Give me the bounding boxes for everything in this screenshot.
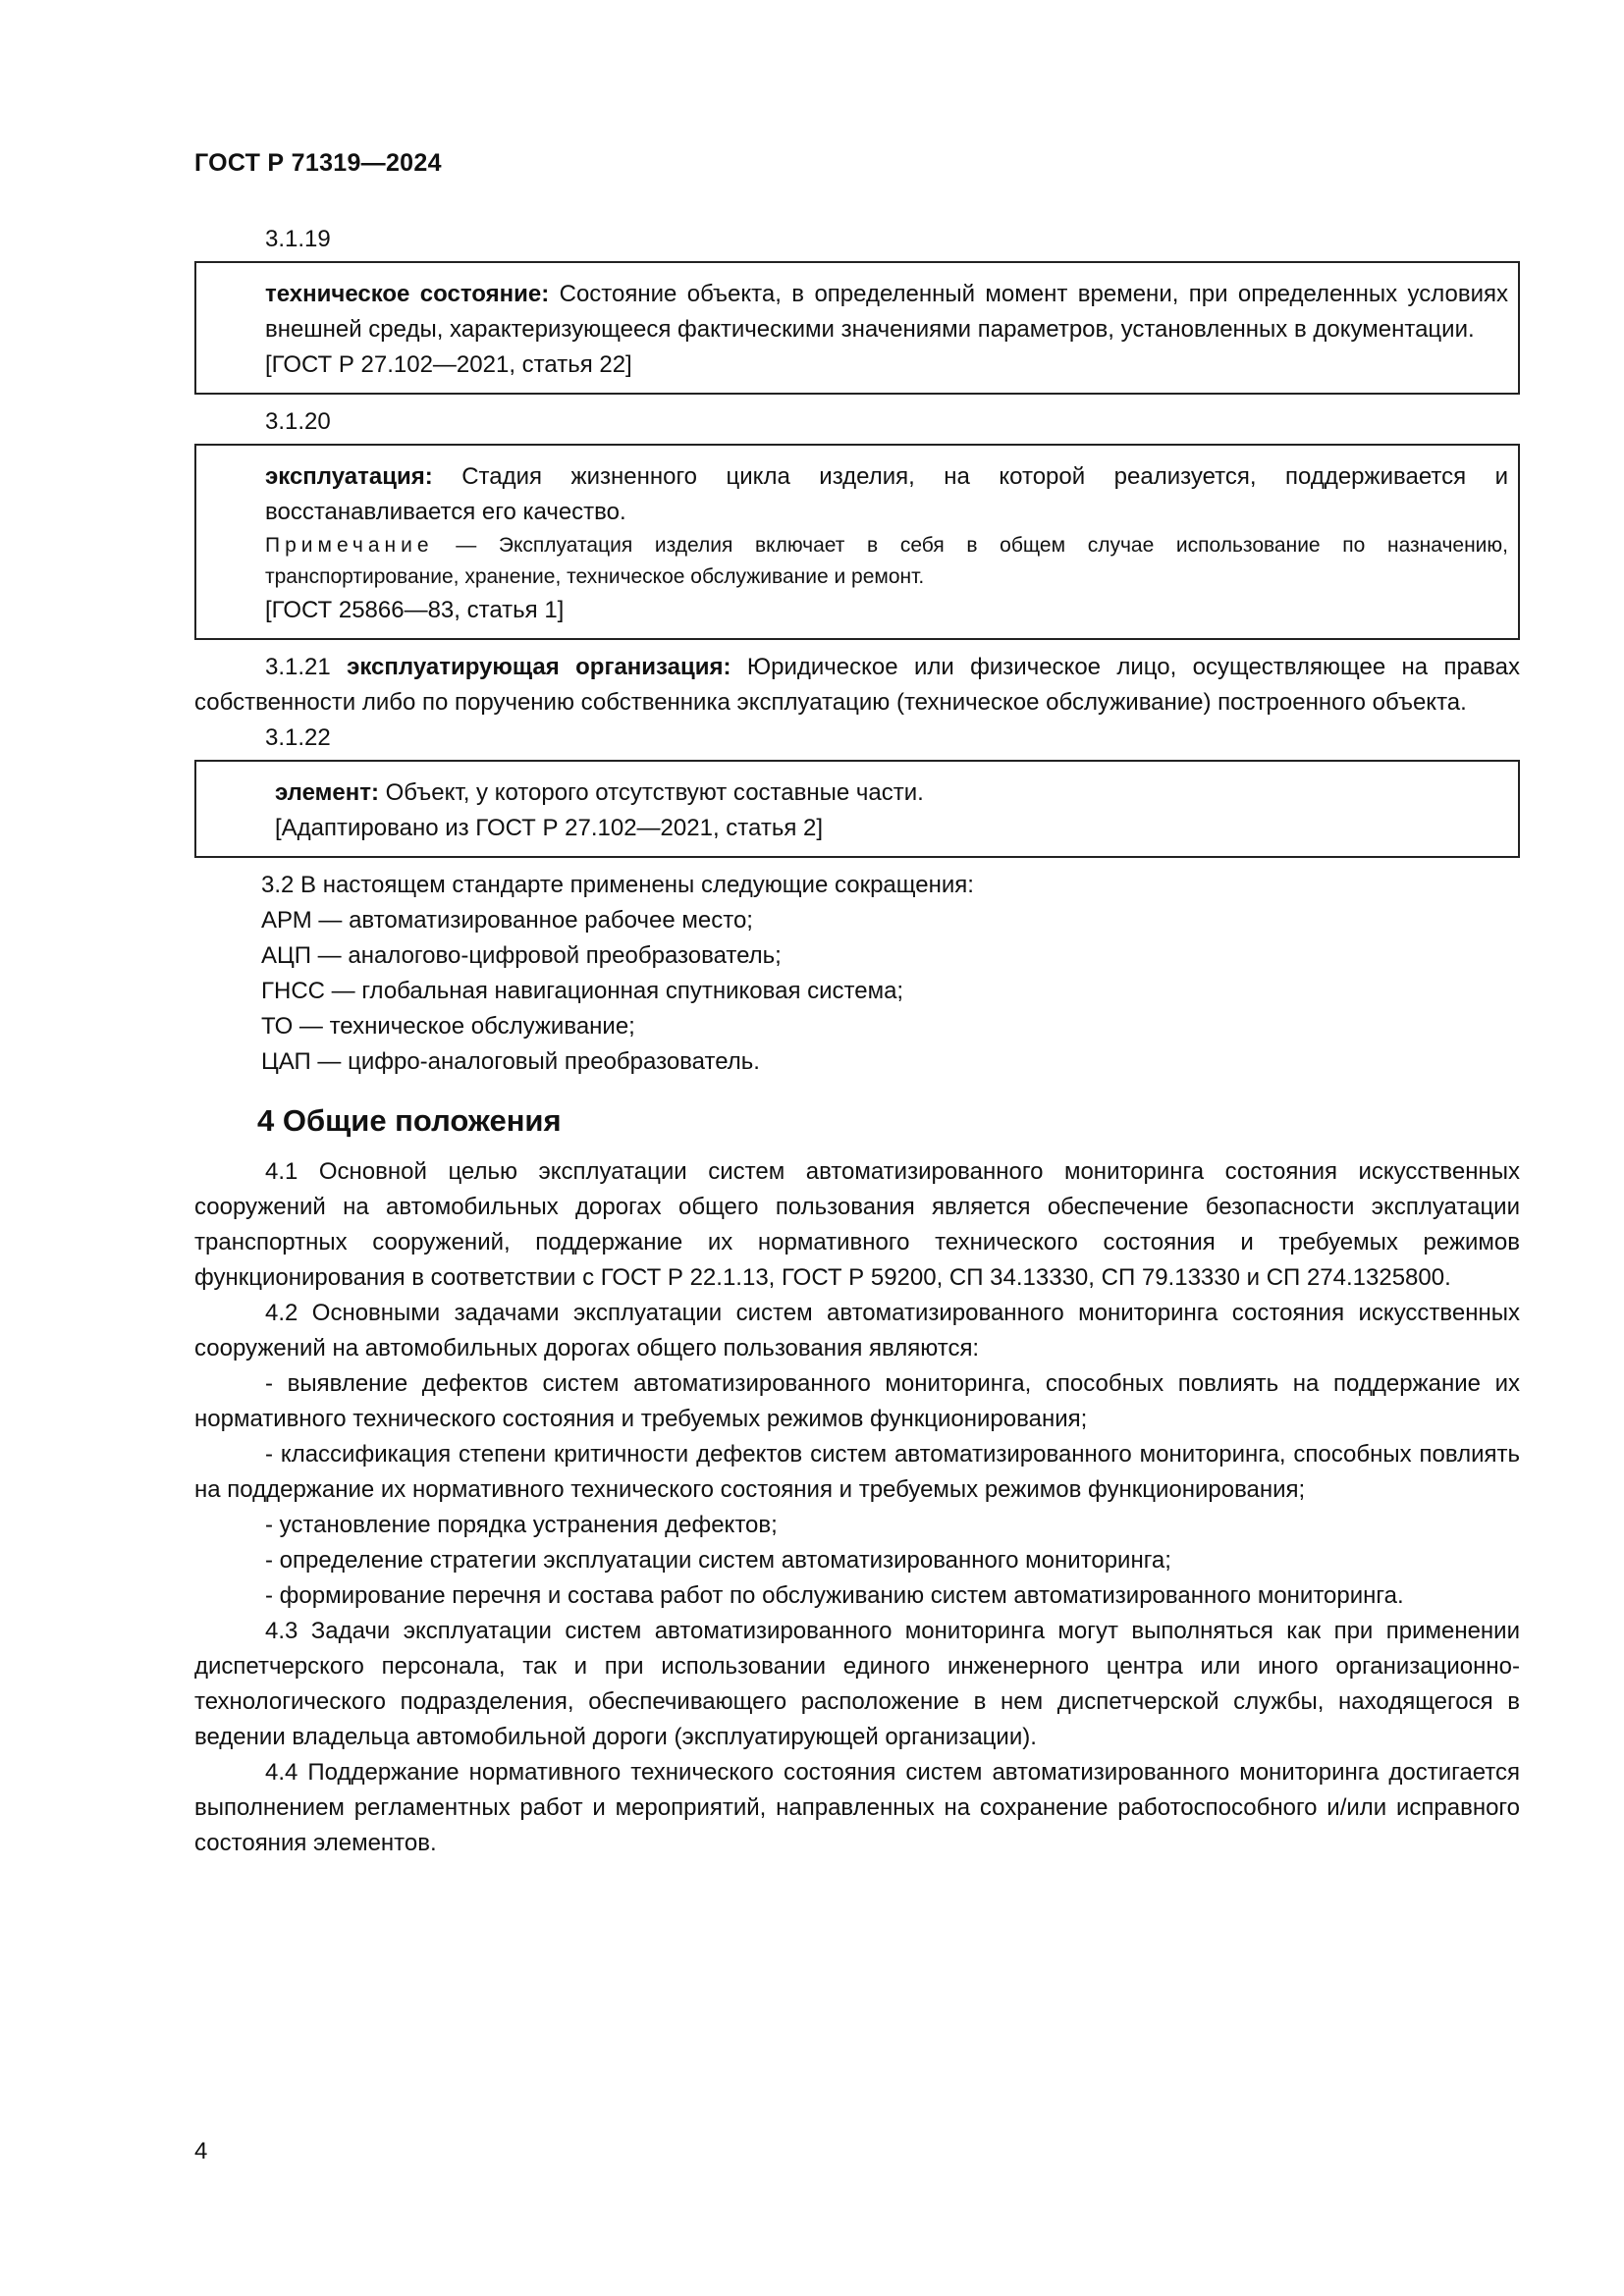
- term-number: 3.1.19: [265, 226, 331, 252]
- term-text: Стадия жизненного цикла изделия, на которой реализуется, поддерживается и восстанавливается его качество.: [265, 463, 1508, 525]
- term-definition: [275, 775, 1508, 811]
- term-source: [ГОСТ Р 27.102—2021, статья 22]: [265, 351, 632, 378]
- term-text: Юридическое или физическое лицо, осуществляющее на правах собственности либо по поручению собственника эксплуатацию (техническое обслуживание) построенного объекта.: [194, 654, 1520, 716]
- abbreviation-item: ТО — техническое обслуживание;: [261, 1013, 635, 1040]
- term-note: [265, 530, 1508, 593]
- term-box: [194, 261, 1520, 395]
- section-heading: 4 Общие положения: [257, 1103, 562, 1138]
- abbreviation-item: АЦП — аналогово-цифровой преобразователь;: [261, 942, 782, 969]
- abbreviations-intro: 3.2 В настоящем стандарте применены следующие сокращения:: [261, 872, 974, 898]
- note-text: — Эксплуатация изделия включает в себя в общем случае использование по назначению, транспортирование, хранение, техническое обслуживание и ремонт.: [265, 534, 1508, 588]
- paragraph-4-3: 4.3 Задачи эксплуатации систем автоматизированного мониторинга могут выполняться как при применении диспетчерского персонала, так и при использовании единого инженерного центра или иного организационно-технологического подразделения, обеспечивающего расположение в нем диспетчерской службы, находящегося в ведении владельца автомобильной дороги (эксплуатирующей организации).: [194, 1618, 1520, 1750]
- list-item: - формирование перечня и состава работ по обслуживанию систем автоматизированного мониторинга.: [265, 1582, 1404, 1609]
- list-item: - классификация степени критичности дефектов систем автоматизированного мониторинга, способных повлиять на поддержание их нормативного технического состояния и требуемых режимов функционирования;: [194, 1441, 1520, 1503]
- paragraph-4-1: 4.1 Основной целью эксплуатации систем автоматизированного мониторинга состояния искусственных сооружений на автомобильных дорогах общего пользования является обеспечение безопасности эксплуатации транспортных сооружений, поддержание их нормативного технического состояния и требуемых режимов функционирования в соответствии с ГОСТ Р 22.1.13, ГОСТ Р 59200, СП 34.13330, СП 79.13330 и СП 274.1325800.: [194, 1158, 1520, 1291]
- term-name: элемент:: [275, 779, 379, 806]
- list-item: - установление порядка устранения дефектов;: [265, 1512, 778, 1538]
- term-box: [194, 444, 1520, 640]
- term-number: 3.1.21: [265, 654, 331, 680]
- note-label: Примечание: [265, 534, 434, 557]
- term-source: [Адаптировано из ГОСТ Р 27.102—2021, статья 2]: [275, 815, 823, 841]
- paragraph-4-2: 4.2 Основными задачами эксплуатации систем автоматизированного мониторинга состояния искусственных сооружений на автомобильных дорогах общего пользования являются:: [194, 1300, 1520, 1362]
- page-number: 4: [194, 2138, 208, 2164]
- term-text: Состояние объекта, в определенный момент времени, при определенных условиях внешней среды, характеризующееся фактическими значениями параметров, установленных в документации.: [265, 281, 1508, 343]
- term-name: эксплуатация:: [265, 463, 433, 490]
- document-header: ГОСТ Р 71319—2024: [194, 149, 442, 177]
- term-inline: [194, 650, 1520, 721]
- term-box: [194, 760, 1520, 858]
- term-source: [ГОСТ 25866—83, статья 1]: [265, 597, 565, 623]
- term-number: 3.1.22: [265, 724, 331, 751]
- term-name: эксплуатирующая организация:: [347, 654, 731, 680]
- document-body: [194, 222, 1520, 1861]
- term-number: 3.1.20: [265, 408, 331, 435]
- abbreviation-item: ЦАП — цифро-аналоговый преобразователь.: [261, 1048, 760, 1075]
- list-item: - определение стратегии эксплуатации систем автоматизированного мониторинга;: [265, 1547, 1171, 1574]
- list-item: - выявление дефектов систем автоматизированного мониторинга, способных повлиять на поддержание их нормативного технического состояния и требуемых режимов функционирования;: [194, 1370, 1520, 1432]
- term-text: Объект, у которого отсутствуют составные части.: [378, 779, 924, 806]
- term-name: техническое состояние:: [265, 281, 550, 307]
- term-definition: [265, 459, 1508, 530]
- term-definition: [265, 277, 1508, 347]
- paragraph-4-4: 4.4 Поддержание нормативного технического состояния систем автоматизированного мониторинга достигается выполнением регламентных работ и мероприятий, направленных на сохранение работоспособного и/или исправного состояния элементов.: [194, 1759, 1520, 1856]
- abbreviation-item: ГНСС — глобальная навигационная спутниковая система;: [261, 978, 904, 1004]
- abbreviation-item: АРМ — автоматизированное рабочее место;: [261, 907, 753, 934]
